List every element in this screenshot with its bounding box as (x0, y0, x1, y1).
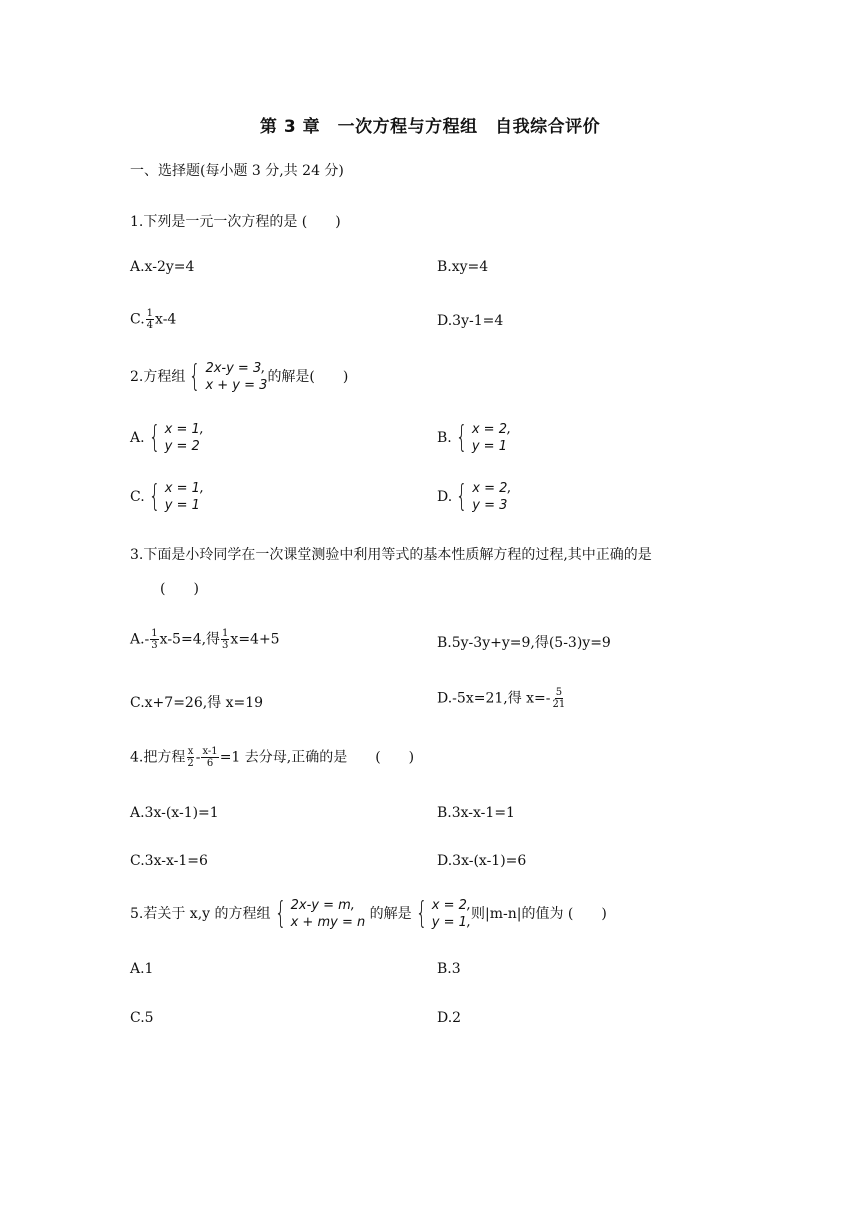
fraction (146, 308, 154, 331)
equation-line: x + my = n (290, 915, 366, 930)
question-4-option-b: B.3x-x-1=1 (437, 805, 515, 821)
stem-text: 4.把方程 (130, 749, 186, 766)
equation-line: y = 1, (431, 915, 472, 930)
question-5-option-d: D.2 (437, 1010, 462, 1026)
equation-line: 2x-y = 3, (205, 361, 266, 376)
stem-text: 5.若关于 x,y 的方程组 (130, 906, 271, 922)
brace-symbol: { (148, 420, 160, 455)
equation-line: y = 1 (164, 498, 200, 513)
question-4-stem (130, 746, 414, 769)
question-1-option-a: A.x-2y=4 (130, 259, 195, 275)
question-1-option-b: B.xy=4 (437, 259, 489, 275)
fraction-denominator: 4 (146, 320, 154, 331)
equation-line: x = 2, (472, 481, 512, 496)
brace-symbol: { (415, 896, 427, 931)
question-2-option-c (130, 480, 204, 514)
equation-line: x + y = 3 (205, 378, 268, 393)
brace-symbol: { (274, 896, 286, 931)
question-3-answer-paren: ( ) (160, 581, 199, 597)
fraction-numerator: x-1 (202, 746, 218, 757)
fraction-numerator: x (187, 746, 194, 757)
stem-text: 2.方程组 (130, 369, 186, 385)
equation-line: x = 1, (164, 422, 204, 437)
fraction-numerator: 1 (151, 628, 158, 639)
question-2-option-d (437, 480, 512, 514)
question-3-stem: 3.下面是小玲同学在一次课堂测验中利用等式的基本性质解方程的过程,其中正确的是 (130, 547, 652, 563)
stem-text: 则|m-n|的值为 ( ) (471, 906, 607, 922)
brace-symbol: { (189, 359, 201, 394)
stem-text: 的解是 (365, 906, 412, 922)
question-5-option-b: B.3 (437, 961, 461, 977)
section-heading: 一、选择题(每小题 3 分,共 24 分) (130, 163, 344, 179)
fraction-denominator: 2 (187, 758, 194, 769)
question-5-stem (130, 897, 607, 931)
equation-line: 2x-y = m, (290, 898, 355, 913)
equation-line: x = 2, (431, 898, 472, 913)
question-1-stem: 1.下列是一元一次方程的是 ( ) (130, 214, 341, 230)
brace-symbol: { (148, 479, 160, 514)
fraction-denominator: 6 (206, 758, 214, 769)
option-label: C. (130, 311, 145, 328)
question-4-option-c: C.3x-x-1=6 (130, 853, 208, 869)
question-5-option-c: C.5 (130, 1010, 154, 1026)
question-2-option-a (130, 421, 204, 455)
brace-symbol: { (456, 479, 468, 514)
option-text: x=4+5 (230, 631, 280, 648)
fraction-numerator: 1 (222, 628, 229, 639)
equation-line: y = 1 (471, 439, 507, 454)
question-3-option-a (130, 628, 280, 651)
fraction-denominator: 3 (222, 640, 229, 651)
stem-text: =1 去分母,正确的是 ( ) (219, 749, 415, 766)
equation-line: x = 2, (471, 422, 512, 437)
question-2-stem (130, 360, 348, 394)
option-text: x-5=4,得 (159, 631, 221, 648)
fraction-numerator: 1 (146, 308, 154, 319)
question-3-option-c: C.x+7=26,得 x=19 (130, 695, 264, 711)
option-label: A. (130, 430, 145, 446)
question-2-option-b (437, 421, 511, 455)
option-text: x-4 (155, 311, 177, 328)
question-3-option-d (437, 687, 567, 710)
question-4-option-d: D.3x-(x-1)=6 (437, 853, 527, 869)
equation-line: x = 1, (164, 481, 205, 496)
question-1-option-c (130, 308, 176, 331)
equation-line: y = 2 (164, 439, 200, 454)
option-label: D.-5x=21,得 x=- (437, 690, 551, 707)
option-label: A.- (130, 631, 150, 648)
question-3-option-b: B.5y-3y+y=9,得(5-3)y=9 (437, 635, 611, 651)
option-label: B. (437, 430, 452, 446)
fraction-denominator: 21 (552, 699, 566, 710)
brace-symbol: { (455, 420, 468, 455)
question-4-option-a: A.3x-(x-1)=1 (130, 805, 219, 821)
fraction-numerator: 5 (555, 687, 563, 698)
equation-line: y = 3 (472, 498, 508, 513)
stem-text: 的解是( ) (267, 369, 349, 385)
question-5-option-a: A.1 (130, 961, 154, 977)
fraction-denominator: 3 (151, 640, 158, 651)
minus-sign: - (195, 749, 201, 766)
equation-system (185, 360, 267, 394)
option-label: D. (437, 489, 453, 505)
page-title: 第 3 章 一次方程与方程组 自我综合评价 (259, 117, 601, 137)
option-label: C. (130, 489, 145, 505)
question-1-option-d: D.3y-1=4 (437, 313, 504, 329)
